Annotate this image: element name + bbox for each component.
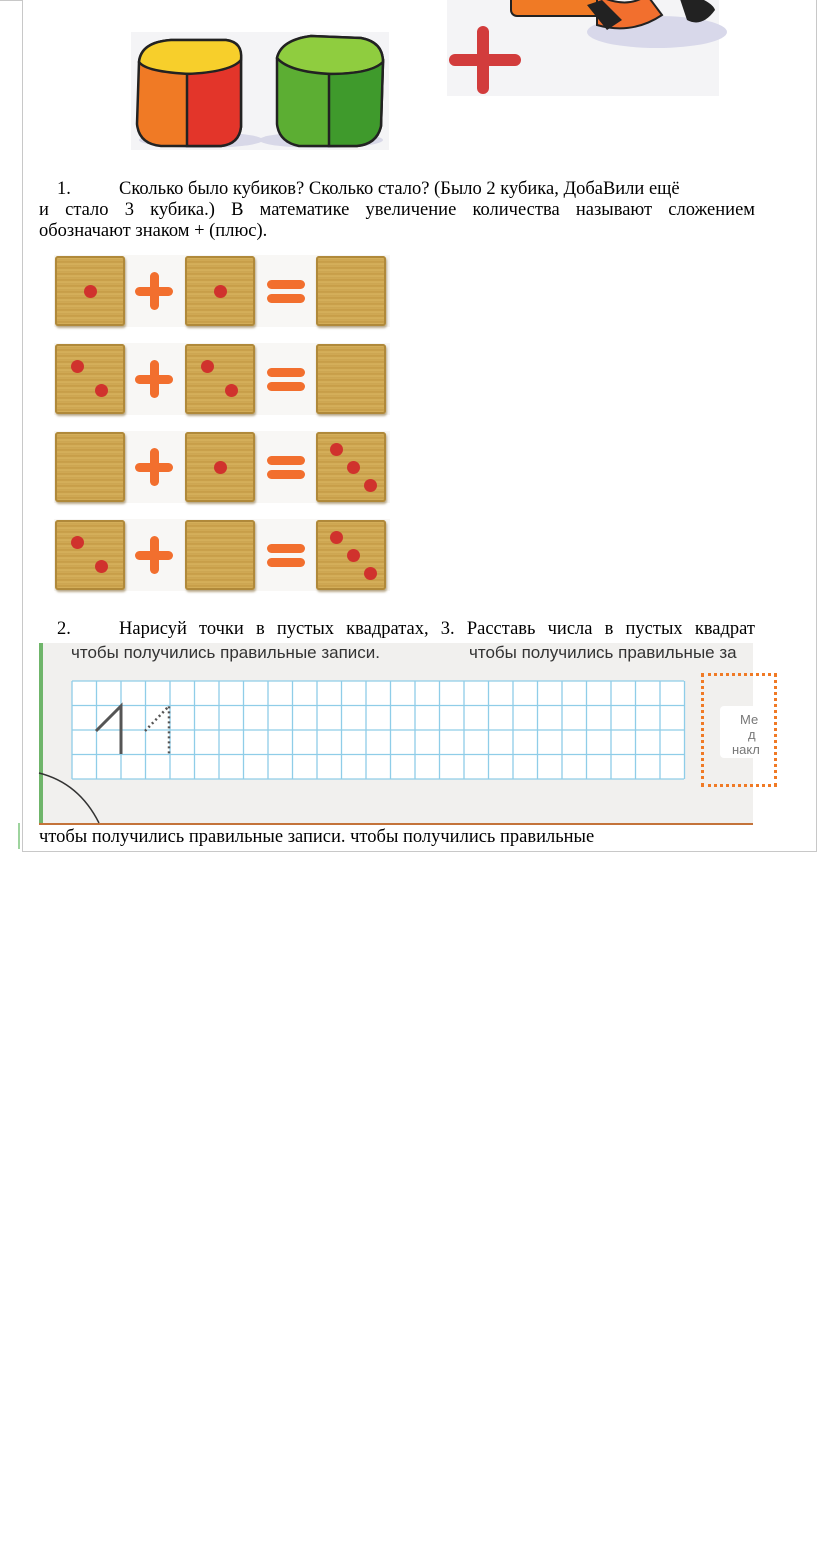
task2-line: Нарисуй точки в пустых квадратах, 3. Расставь числа в пустых квадрат: [119, 619, 755, 639]
task1-line1: Сколько было кубиков? Сколько стало? (Было 2 кубика, ДобаВили ещё: [119, 179, 680, 199]
page-corner-line: [0, 0, 22, 1]
equals-sign-lower: [267, 470, 305, 479]
die-result: [316, 256, 386, 326]
footer-text: чтобы получились правильные записи. чтобы получились правильные: [39, 827, 595, 847]
writing-grid: [72, 681, 684, 779]
task1-line2: и стало 3 кубика.) В математике увеличение количества называют сложением: [39, 200, 755, 220]
die-dot: [214, 285, 227, 298]
equals-sign-lower: [267, 294, 305, 303]
die-left: [55, 256, 125, 326]
die-dot: [225, 384, 238, 397]
die-right: [185, 256, 255, 326]
plus-sign-vertical: [150, 272, 159, 310]
sticker-text-3: накл: [732, 742, 760, 757]
die-result: [316, 432, 386, 502]
cubes-illustration: [131, 32, 389, 150]
two-cubes-image: [131, 32, 389, 150]
die-dot: [201, 360, 214, 373]
workbook-caption-left: чтобы получились правильные записи.: [71, 643, 381, 662]
die-left: [55, 432, 125, 502]
die-dot: [71, 360, 84, 373]
equals-sign: [267, 544, 305, 553]
die-dot: [347, 461, 360, 474]
equals-sign-lower: [267, 382, 305, 391]
workbook-caption-right: чтобы получились правильные за: [469, 643, 737, 662]
plus-sign-vertical: [150, 448, 159, 486]
task1-number: 1.: [57, 179, 71, 199]
die-dot: [330, 443, 343, 456]
plus-illustration: [447, 0, 719, 96]
die-right: [185, 344, 255, 414]
die-result: [316, 520, 386, 590]
die-dot: [84, 285, 97, 298]
sticker-box: [701, 673, 777, 787]
equals-sign: [267, 280, 305, 289]
page-curve-decoration: [39, 763, 109, 823]
workbook-strip: [39, 643, 760, 825]
task2-number: 2.: [57, 619, 71, 639]
task2-paragraph: [39, 619, 755, 640]
die-right: [185, 432, 255, 502]
equals-sign: [267, 368, 305, 377]
die-result: [316, 344, 386, 414]
die-dot: [95, 384, 108, 397]
plus-sign-vertical: [150, 536, 159, 574]
die-dot: [214, 461, 227, 474]
margin-marker: [18, 823, 20, 849]
die-left: [55, 520, 125, 590]
equals-sign-lower: [267, 558, 305, 567]
die-right: [185, 520, 255, 590]
task1-line3: обозначают знаком + (плюс).: [39, 221, 268, 241]
sticker-text-1: Ме: [740, 712, 759, 727]
die-dot: [330, 531, 343, 544]
plus-horizontal: [449, 54, 521, 66]
plus-character-image: [447, 0, 719, 96]
die-left: [55, 344, 125, 414]
die-dot: [364, 479, 377, 492]
task1-paragraph: [39, 179, 755, 242]
die-dot: [95, 560, 108, 573]
equals-sign: [267, 456, 305, 465]
document-page: [22, 0, 817, 852]
plus-sign-vertical: [150, 360, 159, 398]
die-dot: [347, 549, 360, 562]
die-dot: [71, 536, 84, 549]
sticker-text-2: д: [748, 727, 756, 742]
die-dot: [364, 567, 377, 580]
